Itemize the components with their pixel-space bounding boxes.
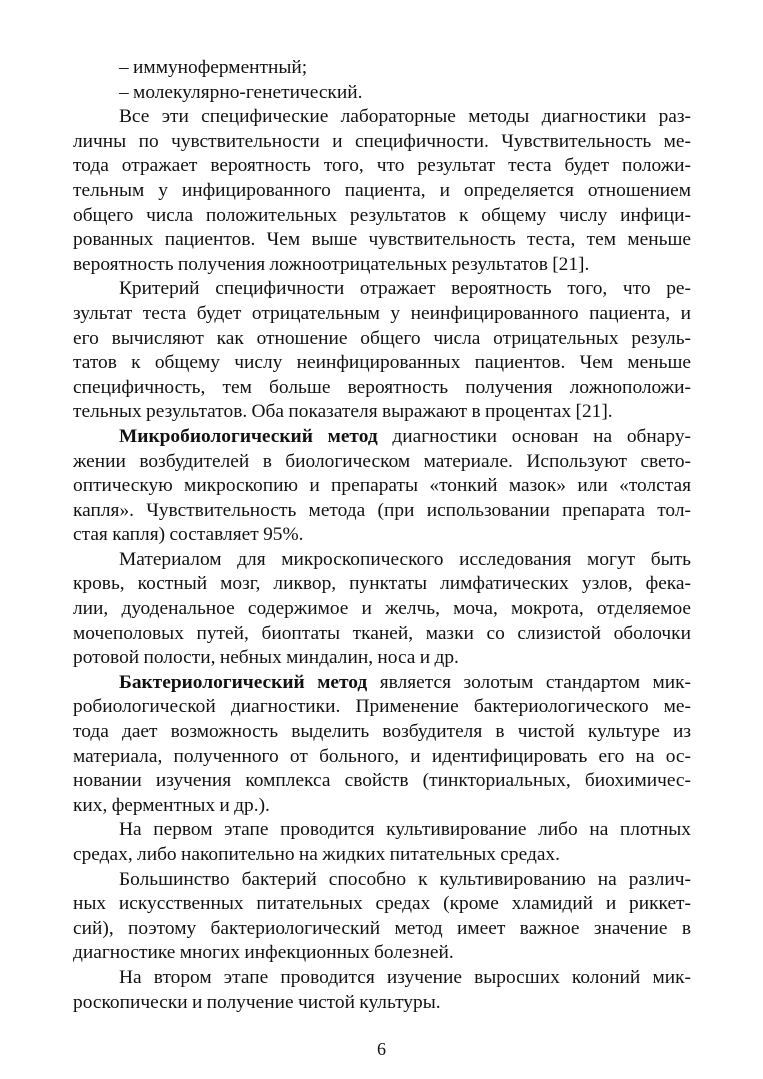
text-line xyxy=(73,81,691,106)
text-line xyxy=(73,695,691,720)
text-line xyxy=(73,302,691,327)
text-run: средах, либо накопительно на жидких питательных средах. xyxy=(73,844,560,865)
text-run: общего числа положительных результатов к общему числу инфици- xyxy=(73,204,691,226)
text-run: татов к общему числу неинфицированных пациентов. Чем меньше xyxy=(73,352,691,374)
text-line xyxy=(73,769,691,794)
text-line xyxy=(73,917,691,942)
text-line xyxy=(73,818,691,843)
text-line xyxy=(73,597,691,622)
text-run: кровь, костный мозг, ликвор, пунктаты лимфатических узлов, фека- xyxy=(73,573,691,595)
text-run: тельным у инфицированного пациента, и определяется отношением xyxy=(73,179,691,201)
text-run: новании изучения комплекса свойств (тинкториальных, биохимичес- xyxy=(73,770,691,792)
text-run: жении возбудителей в биологическом материале. Используют свето- xyxy=(73,450,691,472)
text-line xyxy=(73,794,691,819)
text-run: На первом этапе проводится культивирование либо на плотных xyxy=(119,819,691,841)
text-run: робиологической диагностики. Применение бактериологического ме- xyxy=(73,696,691,718)
text-line xyxy=(73,474,691,499)
bold-term: Бактериологический метод xyxy=(119,671,368,693)
text-line xyxy=(73,548,691,573)
text-line xyxy=(73,892,691,917)
text-run: ких, ферментных и др.). xyxy=(73,794,270,816)
text-line xyxy=(73,646,691,671)
text-line xyxy=(73,671,691,696)
text-run: зультат теста будет отрицательным у неинфицированного пациента, и xyxy=(73,302,691,324)
text-line xyxy=(73,991,691,1016)
text-run: ротовой полости, небных миндалин, носа и др. xyxy=(73,647,459,669)
text-line xyxy=(73,720,691,745)
text-run: тельных результатов. Оба показателя выражают в процентах [21]. xyxy=(73,401,613,423)
text-line xyxy=(73,130,691,155)
text-line xyxy=(73,327,691,352)
text-line xyxy=(73,376,691,401)
text-run: вероятность получения ложноотрицательных результатов [21]. xyxy=(73,253,590,275)
page-number: 6 xyxy=(377,1039,386,1059)
text-run: личны по чувствительности и специфичности. Чувствительность ме- xyxy=(73,130,691,152)
text-run: На втором этапе проводится изучение выросших колоний мик- xyxy=(119,966,691,988)
text-run: мочеполовых путей, биоптаты тканей, мазки со слизистой оболочки xyxy=(73,622,691,644)
text-line xyxy=(73,843,691,868)
text-line xyxy=(73,499,691,524)
text-line xyxy=(73,277,691,302)
text-line xyxy=(73,56,691,81)
text-run: тода дает возможность выделить возбудителя в чистой культуре из xyxy=(73,721,691,743)
text-run: – молекулярно-генетический. xyxy=(119,81,363,103)
text-line xyxy=(73,523,691,548)
text-run: тода отражает вероятность того, что результат теста будет положи- xyxy=(73,155,691,177)
text-line xyxy=(73,179,691,204)
text-run: Критерий специфичности отражает вероятность того, что ре- xyxy=(119,278,691,300)
text-line xyxy=(73,351,691,376)
text-line xyxy=(73,154,691,179)
text-run: стая капля) составляет 95%. xyxy=(73,524,304,546)
text-run: Большинство бактерий способно к культивированию на различ- xyxy=(119,868,691,890)
text-line xyxy=(73,572,691,597)
text-run: роскопически и получение чистой культуры. xyxy=(73,991,441,1013)
text-line xyxy=(73,450,691,475)
text-run: Материалом для микроскопического исследования могут быть xyxy=(119,548,691,570)
text-line xyxy=(73,745,691,770)
text-run: оптическую микроскопию и препараты «тонкий мазок» или «толстая xyxy=(73,475,691,497)
text-line xyxy=(73,941,691,966)
text-run: его вычисляют как отношение общего числа отрицательных резуль- xyxy=(73,327,691,349)
text-run: капля». Чувствительность метода (при использовании препарата тол- xyxy=(73,499,691,521)
bold-term: Микробиологический метод xyxy=(119,425,378,447)
text-run: ных искусственных питательных средах (кроме хламидий и риккет- xyxy=(73,893,691,915)
text-line xyxy=(73,966,691,991)
text-run: рованных пациентов. Чем выше чувствительность теста, тем меньше xyxy=(73,229,691,251)
text-run: – иммуноферментный; xyxy=(119,57,308,78)
text-line xyxy=(73,400,691,425)
text-line xyxy=(73,204,691,229)
text-run: диагностики основан на обнару- xyxy=(377,425,691,447)
text-run: Все эти специфические лабораторные методы диагностики раз- xyxy=(119,106,691,128)
body-text xyxy=(73,56,691,1015)
text-line xyxy=(73,425,691,450)
text-run: сий), поэтому бактериологический метод имеет важное значение в xyxy=(73,917,691,939)
text-line xyxy=(73,622,691,647)
text-run: материала, полученного от больного, и идентифицировать его на ос- xyxy=(73,745,691,767)
text-run: специфичность, тем больше вероятность получения ложноположи- xyxy=(73,376,691,398)
text-line xyxy=(73,105,691,130)
text-run: является золотым стандартом мик- xyxy=(367,671,692,693)
text-run: диагностике многих инфекционных болезней. xyxy=(73,942,454,964)
text-line xyxy=(73,228,691,253)
text-line xyxy=(73,868,691,893)
text-run: лии, дуоденальное содержимое и желчь, моча, мокрота, отделяемое xyxy=(73,598,691,620)
text-line xyxy=(73,253,691,278)
